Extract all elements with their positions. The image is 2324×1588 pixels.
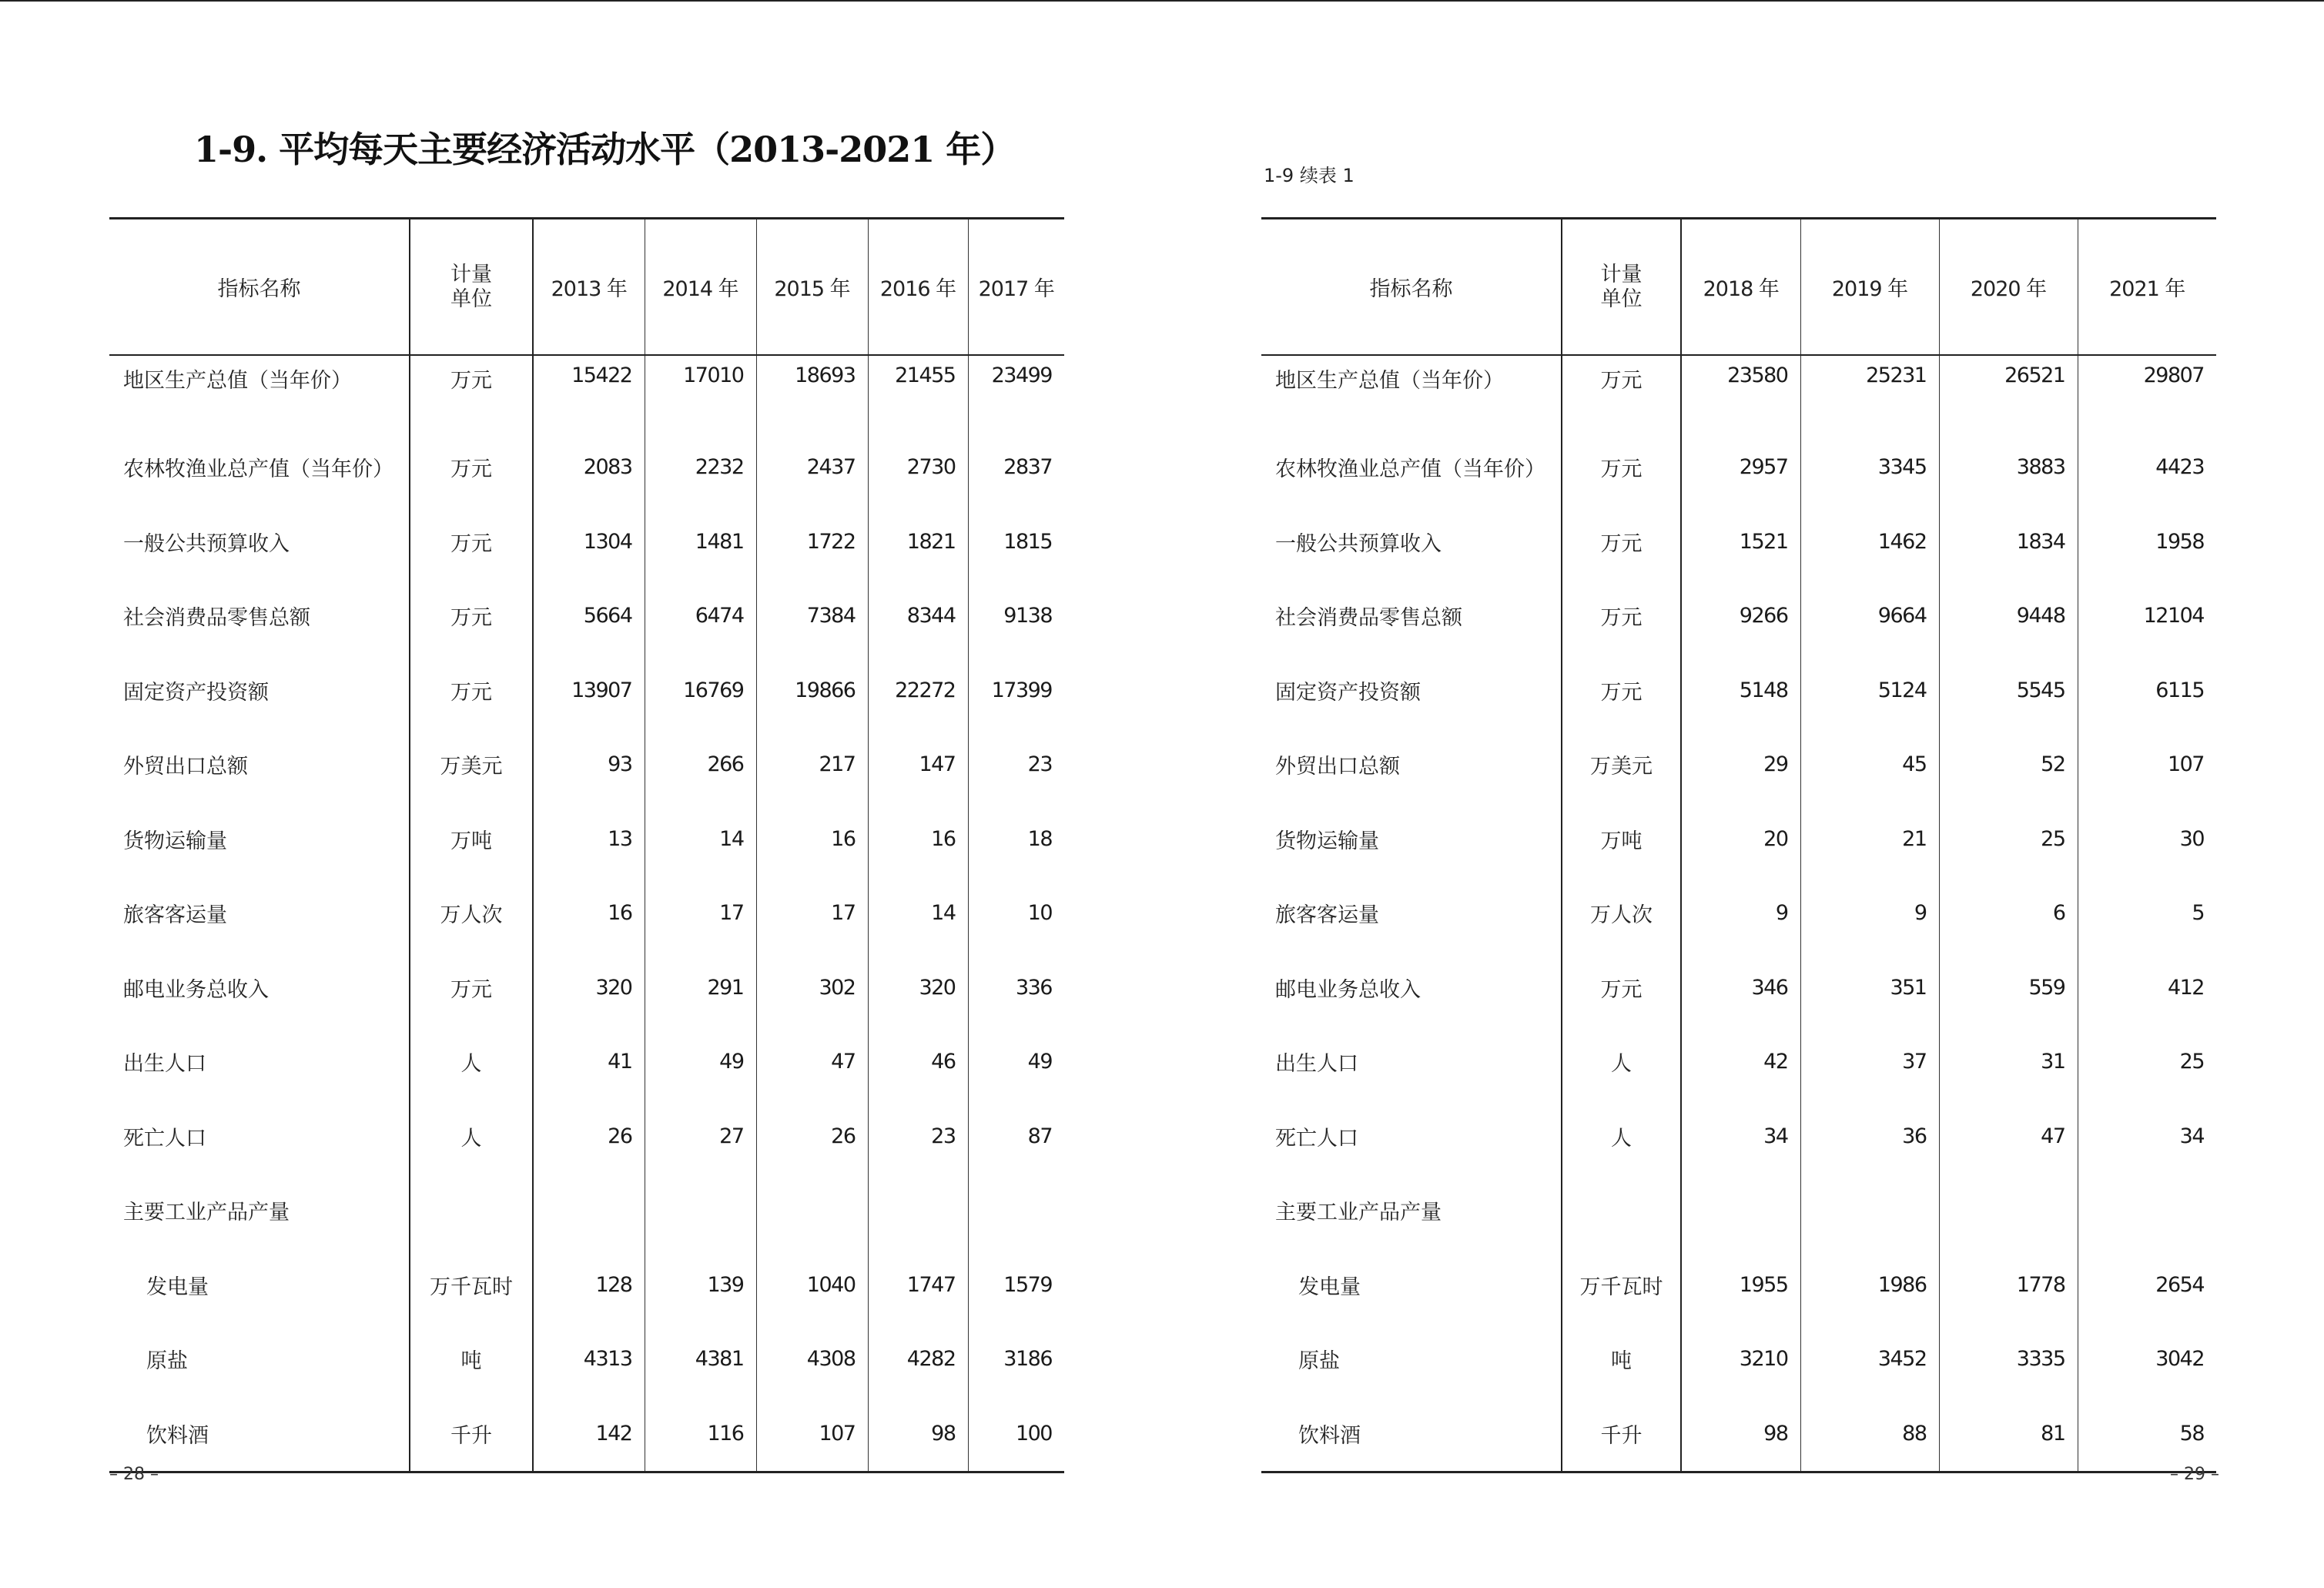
row-unit-cell: 千升 bbox=[410, 1396, 533, 1472]
value-cell: 46 bbox=[868, 1025, 968, 1100]
value-cell: 9 bbox=[1800, 876, 1939, 951]
value-cell: 5664 bbox=[533, 579, 645, 654]
value-cell bbox=[1681, 1174, 1800, 1248]
row-unit-cell: 万元 bbox=[410, 504, 533, 579]
value-cell: 1462 bbox=[1800, 504, 1939, 579]
value-cell: 559 bbox=[1939, 950, 2078, 1025]
row-unit-cell: 万吨 bbox=[1562, 802, 1681, 876]
value-cell: 18693 bbox=[756, 355, 868, 431]
value-cell: 42 bbox=[1681, 1025, 1800, 1100]
value-cell: 5 bbox=[2192, 901, 2204, 926]
value-cell bbox=[1800, 1174, 1939, 1248]
table-row bbox=[1261, 653, 2216, 728]
table-row bbox=[109, 355, 1064, 431]
value-cell: 116 bbox=[645, 1396, 756, 1472]
value-cell: 21455 bbox=[868, 355, 968, 431]
stats-table-left bbox=[109, 217, 1064, 1473]
value-cell: 23499 bbox=[991, 363, 1052, 387]
value-cell: 17399 bbox=[991, 678, 1052, 702]
column-header-year: 2019 年 bbox=[1800, 219, 1939, 356]
header-row bbox=[1261, 219, 2216, 356]
value-cell: 320 bbox=[868, 950, 968, 1025]
value-cell: 93 bbox=[533, 728, 645, 802]
value-cell: 49 bbox=[1027, 1050, 1052, 1074]
value-cell bbox=[968, 1174, 1064, 1248]
value-cell: 23 bbox=[1027, 752, 1052, 777]
row-name-cell: 死亡人口 bbox=[109, 1099, 410, 1174]
row-name-cell: 外贸出口总额 bbox=[109, 728, 410, 802]
row-name-cell: 外贸出口总额 bbox=[1261, 728, 1562, 802]
value-cell: 412 bbox=[2167, 975, 2204, 1000]
value-cell: 81 bbox=[1939, 1396, 2078, 1472]
value-cell: 2083 bbox=[533, 431, 645, 505]
row-name-cell: 旅客客运量 bbox=[109, 876, 410, 951]
row-name-cell: 货物运输量 bbox=[109, 802, 410, 876]
table-row bbox=[1261, 728, 2216, 802]
row-name-cell: 旅客客运量 bbox=[1261, 876, 1562, 951]
value-cell: 2654 bbox=[2155, 1272, 2204, 1297]
row-unit-cell: 万元 bbox=[1562, 431, 1681, 505]
page-title: 1-9. 平均每天主要经济活动水平（2013-2021 年） bbox=[194, 129, 1016, 170]
continued-table-caption: 1-9 续表 1 bbox=[1264, 165, 1355, 186]
value-cell: 16 bbox=[756, 802, 868, 876]
value-cell: 1955 bbox=[1681, 1248, 1800, 1322]
top-rule bbox=[0, 0, 2324, 2]
header-row bbox=[109, 219, 1064, 356]
value-cell: 26 bbox=[756, 1099, 868, 1174]
value-cell: 4381 bbox=[645, 1322, 756, 1397]
unit-header-line2: 单位 bbox=[450, 286, 492, 311]
value-cell: 88 bbox=[1800, 1396, 1939, 1472]
column-header-unit bbox=[410, 219, 533, 356]
value-cell bbox=[868, 1174, 968, 1248]
value-cell: 58 bbox=[2179, 1421, 2204, 1446]
value-cell: 98 bbox=[1681, 1396, 1800, 1472]
table-row bbox=[109, 431, 1064, 505]
table-row bbox=[1261, 1248, 2216, 1322]
value-cell: 3335 bbox=[1939, 1322, 2078, 1397]
row-unit-cell: 万元 bbox=[410, 579, 533, 654]
value-cell: 21 bbox=[1800, 802, 1939, 876]
value-cell: 37 bbox=[1800, 1025, 1939, 1100]
column-header-unit bbox=[1562, 219, 1681, 356]
value-cell: 1040 bbox=[756, 1248, 868, 1322]
row-name-cell: 原盐 bbox=[1261, 1322, 1562, 1397]
value-cell: 3345 bbox=[1800, 431, 1939, 505]
row-unit-cell: 万元 bbox=[1562, 579, 1681, 654]
row-unit-cell: 吨 bbox=[410, 1322, 533, 1397]
table-row bbox=[109, 653, 1064, 728]
value-cell: 9266 bbox=[1681, 579, 1800, 654]
table-row bbox=[109, 504, 1064, 579]
value-cell: 29807 bbox=[2143, 363, 2204, 387]
value-cell: 1815 bbox=[1003, 529, 1052, 554]
table-row bbox=[1261, 802, 2216, 876]
row-unit-cell: 万美元 bbox=[1562, 728, 1681, 802]
row-name-cell: 主要工业产品产量 bbox=[1261, 1174, 1562, 1248]
table-row bbox=[109, 1322, 1064, 1397]
column-header-year: 2020 年 bbox=[1939, 219, 2078, 356]
column-header-name: 指标名称 bbox=[109, 219, 410, 356]
value-cell: 147 bbox=[868, 728, 968, 802]
row-name-cell: 出生人口 bbox=[1261, 1025, 1562, 1100]
value-cell: 3883 bbox=[1939, 431, 2078, 505]
row-unit-cell: 万元 bbox=[1562, 653, 1681, 728]
row-name-cell: 地区生产总值（当年价） bbox=[1261, 355, 1562, 431]
value-cell: 6474 bbox=[645, 579, 756, 654]
value-cell: 1521 bbox=[1681, 504, 1800, 579]
value-cell: 26 bbox=[533, 1099, 645, 1174]
value-cell bbox=[645, 1174, 756, 1248]
table-row bbox=[1261, 1025, 2216, 1100]
value-cell: 6 bbox=[1939, 876, 2078, 951]
table-row bbox=[109, 1396, 1064, 1472]
value-cell: 10 bbox=[1027, 901, 1052, 926]
row-unit-cell: 万元 bbox=[1562, 504, 1681, 579]
value-cell: 2957 bbox=[1681, 431, 1800, 505]
value-cell: 4313 bbox=[533, 1322, 645, 1397]
value-cell: 25 bbox=[1939, 802, 2078, 876]
column-header-year: 2016 年 bbox=[868, 219, 968, 356]
row-unit-cell: 万元 bbox=[410, 653, 533, 728]
value-cell bbox=[756, 1174, 868, 1248]
value-cell: 16 bbox=[868, 802, 968, 876]
value-cell: 107 bbox=[2167, 752, 2204, 777]
row-unit-cell: 万元 bbox=[410, 950, 533, 1025]
table-row bbox=[109, 1174, 1064, 1248]
value-cell: 98 bbox=[868, 1396, 968, 1472]
value-cell: 128 bbox=[533, 1248, 645, 1322]
value-cell: 87 bbox=[1027, 1124, 1052, 1148]
value-cell: 291 bbox=[645, 950, 756, 1025]
value-cell: 1821 bbox=[868, 504, 968, 579]
value-cell: 29 bbox=[1681, 728, 1800, 802]
value-cell: 217 bbox=[756, 728, 868, 802]
value-cell: 14 bbox=[645, 802, 756, 876]
row-unit-cell: 万人次 bbox=[1562, 876, 1681, 951]
column-header-year: 2015 年 bbox=[756, 219, 868, 356]
value-cell: 17010 bbox=[645, 355, 756, 431]
value-cell: 12104 bbox=[2143, 604, 2204, 628]
row-unit-cell: 万美元 bbox=[410, 728, 533, 802]
table-row bbox=[1261, 876, 2216, 951]
value-cell: 18 bbox=[1027, 826, 1052, 851]
row-unit-cell: 千升 bbox=[1562, 1396, 1681, 1472]
table-row bbox=[109, 950, 1064, 1025]
table-row bbox=[109, 1099, 1064, 1174]
row-name-cell: 一般公共预算收入 bbox=[109, 504, 410, 579]
row-unit-cell: 人 bbox=[410, 1099, 533, 1174]
value-cell: 3186 bbox=[1003, 1347, 1052, 1372]
value-cell: 139 bbox=[645, 1248, 756, 1322]
row-name-cell: 农林牧渔业总产值（当年价） bbox=[1261, 431, 1562, 505]
value-cell: 3210 bbox=[1681, 1322, 1800, 1397]
page-number-right: – 29 – bbox=[2170, 1465, 2219, 1484]
value-cell: 22272 bbox=[868, 653, 968, 728]
value-cell bbox=[1939, 1174, 2078, 1248]
row-unit-cell: 吨 bbox=[1562, 1322, 1681, 1397]
value-cell: 9664 bbox=[1800, 579, 1939, 654]
column-header-year: 2017 年 bbox=[968, 219, 1064, 356]
row-unit-cell: 万元 bbox=[1562, 950, 1681, 1025]
table-row bbox=[109, 802, 1064, 876]
value-cell: 142 bbox=[533, 1396, 645, 1472]
table-row bbox=[1261, 355, 2216, 431]
value-cell: 25231 bbox=[1800, 355, 1939, 431]
stats-table-right bbox=[1261, 217, 2216, 1473]
value-cell: 5124 bbox=[1800, 653, 1939, 728]
value-cell: 31 bbox=[1939, 1025, 2078, 1100]
value-cell: 3452 bbox=[1800, 1322, 1939, 1397]
value-cell: 100 bbox=[1015, 1421, 1052, 1446]
table-row bbox=[109, 1248, 1064, 1322]
value-cell: 52 bbox=[1939, 728, 2078, 802]
value-cell: 1579 bbox=[1003, 1272, 1052, 1297]
row-unit-cell: 万千瓦时 bbox=[1562, 1248, 1681, 1322]
value-cell: 266 bbox=[645, 728, 756, 802]
value-cell: 351 bbox=[1800, 950, 1939, 1025]
value-cell: 7384 bbox=[756, 579, 868, 654]
value-cell: 4423 bbox=[2155, 455, 2204, 480]
value-cell: 336 bbox=[1015, 975, 1052, 1000]
table-row bbox=[109, 876, 1064, 951]
value-cell: 20 bbox=[1681, 802, 1800, 876]
row-name-cell: 发电量 bbox=[109, 1248, 410, 1322]
value-cell: 4308 bbox=[756, 1322, 868, 1397]
value-cell: 17 bbox=[756, 876, 868, 951]
value-cell: 27 bbox=[645, 1099, 756, 1174]
row-name-cell: 饮料酒 bbox=[109, 1396, 410, 1472]
table-body-left bbox=[109, 355, 1064, 1472]
row-name-cell: 原盐 bbox=[109, 1322, 410, 1397]
value-cell: 49 bbox=[645, 1025, 756, 1100]
table-row bbox=[1261, 431, 2216, 505]
value-cell: 30 bbox=[2179, 826, 2204, 851]
value-cell: 2837 bbox=[1003, 455, 1052, 480]
unit-header-line1: 计量 bbox=[450, 262, 492, 286]
row-unit-cell: 人 bbox=[1562, 1025, 1681, 1100]
value-cell: 2730 bbox=[868, 431, 968, 505]
row-unit-cell bbox=[410, 1174, 533, 1248]
value-cell: 14 bbox=[868, 876, 968, 951]
row-name-cell: 出生人口 bbox=[109, 1025, 410, 1100]
value-cell: 26521 bbox=[1939, 355, 2078, 431]
row-name-cell: 死亡人口 bbox=[1261, 1099, 1562, 1174]
table-row bbox=[109, 1025, 1064, 1100]
value-cell: 2437 bbox=[756, 431, 868, 505]
value-cell: 9138 bbox=[1003, 604, 1052, 628]
column-header-year: 2014 年 bbox=[645, 219, 756, 356]
row-unit-cell: 人 bbox=[1562, 1099, 1681, 1174]
value-cell: 1747 bbox=[868, 1248, 968, 1322]
value-cell: 4282 bbox=[868, 1322, 968, 1397]
value-cell: 302 bbox=[756, 950, 868, 1025]
value-cell: 25 bbox=[2179, 1050, 2204, 1074]
value-cell: 9 bbox=[1681, 876, 1800, 951]
table-row bbox=[1261, 504, 2216, 579]
value-cell bbox=[533, 1174, 645, 1248]
value-cell: 1722 bbox=[756, 504, 868, 579]
row-name-cell: 一般公共预算收入 bbox=[1261, 504, 1562, 579]
row-name-cell: 农林牧渔业总产值（当年价） bbox=[109, 431, 410, 505]
value-cell: 5148 bbox=[1681, 653, 1800, 728]
value-cell: 47 bbox=[756, 1025, 868, 1100]
value-cell: 13907 bbox=[533, 653, 645, 728]
value-cell: 47 bbox=[1939, 1099, 2078, 1174]
table-body-right bbox=[1261, 355, 2216, 1472]
row-unit-cell: 万吨 bbox=[410, 802, 533, 876]
row-name-cell: 社会消费品零售总额 bbox=[109, 579, 410, 654]
row-name-cell: 主要工业产品产量 bbox=[109, 1174, 410, 1248]
row-unit-cell: 万元 bbox=[1562, 355, 1681, 431]
value-cell: 1481 bbox=[645, 504, 756, 579]
value-cell: 6115 bbox=[2155, 678, 2204, 702]
value-cell: 1778 bbox=[1939, 1248, 2078, 1322]
value-cell bbox=[2078, 1174, 2216, 1248]
unit-header-line2: 单位 bbox=[1600, 286, 1643, 311]
value-cell: 13 bbox=[533, 802, 645, 876]
table-row bbox=[1261, 1396, 2216, 1472]
value-cell: 36 bbox=[1800, 1099, 1939, 1174]
value-cell: 15422 bbox=[533, 355, 645, 431]
table-row bbox=[1261, 1174, 2216, 1248]
column-header-year: 2018 年 bbox=[1681, 219, 1800, 356]
value-cell: 2232 bbox=[645, 431, 756, 505]
value-cell: 34 bbox=[2179, 1124, 2204, 1148]
table-row bbox=[1261, 1099, 2216, 1174]
unit-header-line1: 计量 bbox=[1600, 262, 1643, 286]
table-row bbox=[1261, 1322, 2216, 1397]
row-name-cell: 饮料酒 bbox=[1261, 1396, 1562, 1472]
value-cell: 107 bbox=[756, 1396, 868, 1472]
value-cell: 1304 bbox=[533, 504, 645, 579]
value-cell: 45 bbox=[1800, 728, 1939, 802]
row-unit-cell: 万元 bbox=[410, 431, 533, 505]
column-header-year: 2013 年 bbox=[533, 219, 645, 356]
value-cell: 41 bbox=[533, 1025, 645, 1100]
value-cell: 16 bbox=[533, 876, 645, 951]
row-unit-cell: 万人次 bbox=[410, 876, 533, 951]
table-row bbox=[109, 579, 1064, 654]
page-number-left: – 28 – bbox=[109, 1465, 159, 1484]
value-cell: 16769 bbox=[645, 653, 756, 728]
value-cell: 23580 bbox=[1681, 355, 1800, 431]
row-name-cell: 地区生产总值（当年价） bbox=[109, 355, 410, 431]
value-cell: 17 bbox=[645, 876, 756, 951]
value-cell: 8344 bbox=[868, 579, 968, 654]
value-cell: 34 bbox=[1681, 1099, 1800, 1174]
row-unit-cell: 万千瓦时 bbox=[410, 1248, 533, 1322]
row-unit-cell bbox=[1562, 1174, 1681, 1248]
value-cell: 5545 bbox=[1939, 653, 2078, 728]
value-cell: 9448 bbox=[1939, 579, 2078, 654]
row-unit-cell: 人 bbox=[410, 1025, 533, 1100]
value-cell: 346 bbox=[1681, 950, 1800, 1025]
row-name-cell: 邮电业务总收入 bbox=[109, 950, 410, 1025]
value-cell: 320 bbox=[533, 950, 645, 1025]
row-unit-cell: 万元 bbox=[410, 355, 533, 431]
table-row bbox=[1261, 950, 2216, 1025]
row-name-cell: 邮电业务总收入 bbox=[1261, 950, 1562, 1025]
column-header-year: 2021 年 bbox=[2078, 219, 2216, 356]
value-cell: 3042 bbox=[2155, 1347, 2204, 1372]
table-row bbox=[109, 728, 1064, 802]
value-cell: 19866 bbox=[756, 653, 868, 728]
value-cell: 23 bbox=[868, 1099, 968, 1174]
value-cell: 1834 bbox=[1939, 504, 2078, 579]
row-name-cell: 货物运输量 bbox=[1261, 802, 1562, 876]
row-name-cell: 社会消费品零售总额 bbox=[1261, 579, 1562, 654]
row-name-cell: 固定资产投资额 bbox=[1261, 653, 1562, 728]
table-row bbox=[1261, 579, 2216, 654]
row-name-cell: 发电量 bbox=[1261, 1248, 1562, 1322]
value-cell: 1986 bbox=[1800, 1248, 1939, 1322]
column-header-name: 指标名称 bbox=[1261, 219, 1562, 356]
value-cell: 1958 bbox=[2155, 529, 2204, 554]
row-name-cell: 固定资产投资额 bbox=[109, 653, 410, 728]
